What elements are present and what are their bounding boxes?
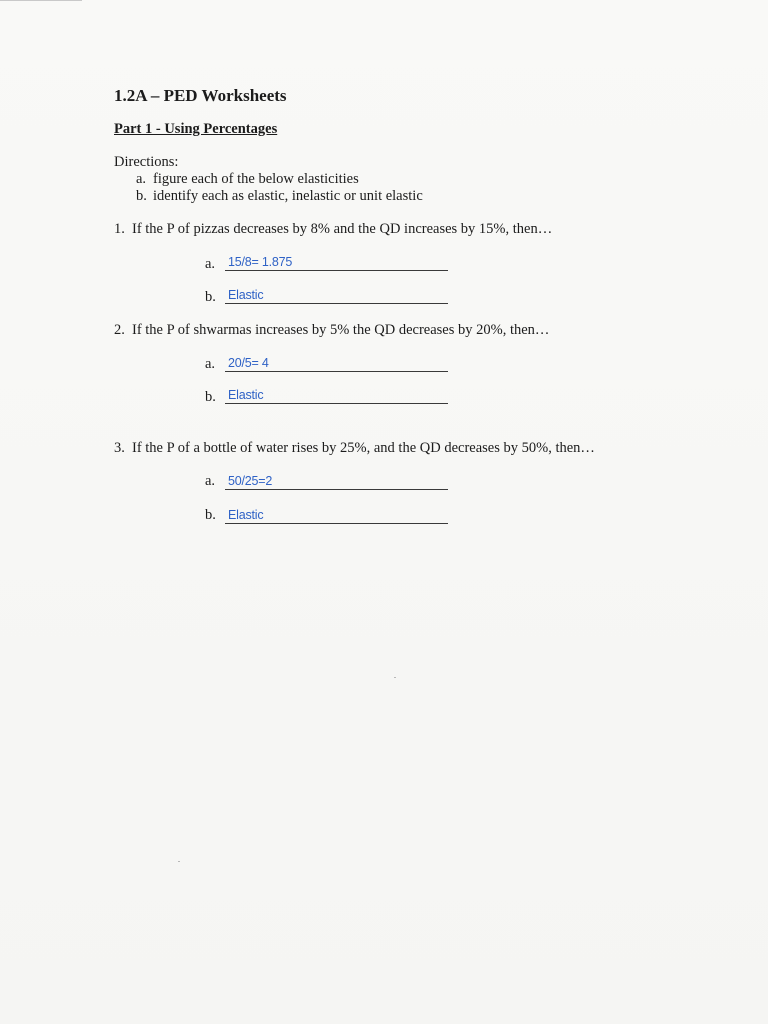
direction-item xyxy=(136,188,423,205)
answer-field xyxy=(225,252,448,271)
answer-field xyxy=(225,353,448,372)
question-number: 2. xyxy=(114,322,125,338)
question-number: 1. xyxy=(114,221,125,237)
question-2 xyxy=(114,322,549,339)
question-3 xyxy=(114,440,595,457)
question-number: 3. xyxy=(114,440,125,456)
answer-value: 20/5= 4 xyxy=(228,356,269,370)
question-text: If the P of pizzas decreases by 8% and the QD increases by 15%, then… xyxy=(132,221,553,237)
question-1 xyxy=(114,221,552,238)
answer-marker: a. xyxy=(205,473,216,489)
page-title: 1.2A – PED Worksheets xyxy=(114,86,287,105)
direction-marker: b. xyxy=(136,188,147,204)
part-heading: Part 1 - Using Percentages xyxy=(114,121,278,137)
answer-value: 15/8= 1.875 xyxy=(228,255,293,269)
answer-marker: b. xyxy=(205,389,216,405)
answer-value: 50/25=2 xyxy=(228,474,273,488)
direction-item xyxy=(136,171,359,188)
scan-speck xyxy=(178,861,180,862)
answer-marker: a. xyxy=(205,256,216,272)
direction-marker: a. xyxy=(136,171,147,187)
direction-text: figure each of the below elasticities xyxy=(153,171,359,187)
question-text: If the P of a bottle of water rises by 25%, and the QD decreases by 50%, then… xyxy=(132,440,595,456)
answer-marker: a. xyxy=(205,356,216,372)
scan-speck xyxy=(394,677,396,678)
answer-value: Elastic xyxy=(228,388,264,402)
answer-field xyxy=(225,385,448,404)
answer-field xyxy=(225,505,448,524)
direction-text: identify each as elastic, inelastic or unit elastic xyxy=(153,188,423,204)
answer-value: Elastic xyxy=(228,288,264,302)
scan-edge-line xyxy=(0,0,82,1)
answer-value: Elastic xyxy=(228,508,264,522)
answer-field xyxy=(225,285,448,304)
question-text: If the P of shwarmas increases by 5% the QD decreases by 20%, then… xyxy=(132,322,550,338)
answer-marker: b. xyxy=(205,289,216,305)
answer-marker: b. xyxy=(205,507,216,523)
directions-label: Directions: xyxy=(114,154,179,170)
answer-field xyxy=(225,471,448,490)
